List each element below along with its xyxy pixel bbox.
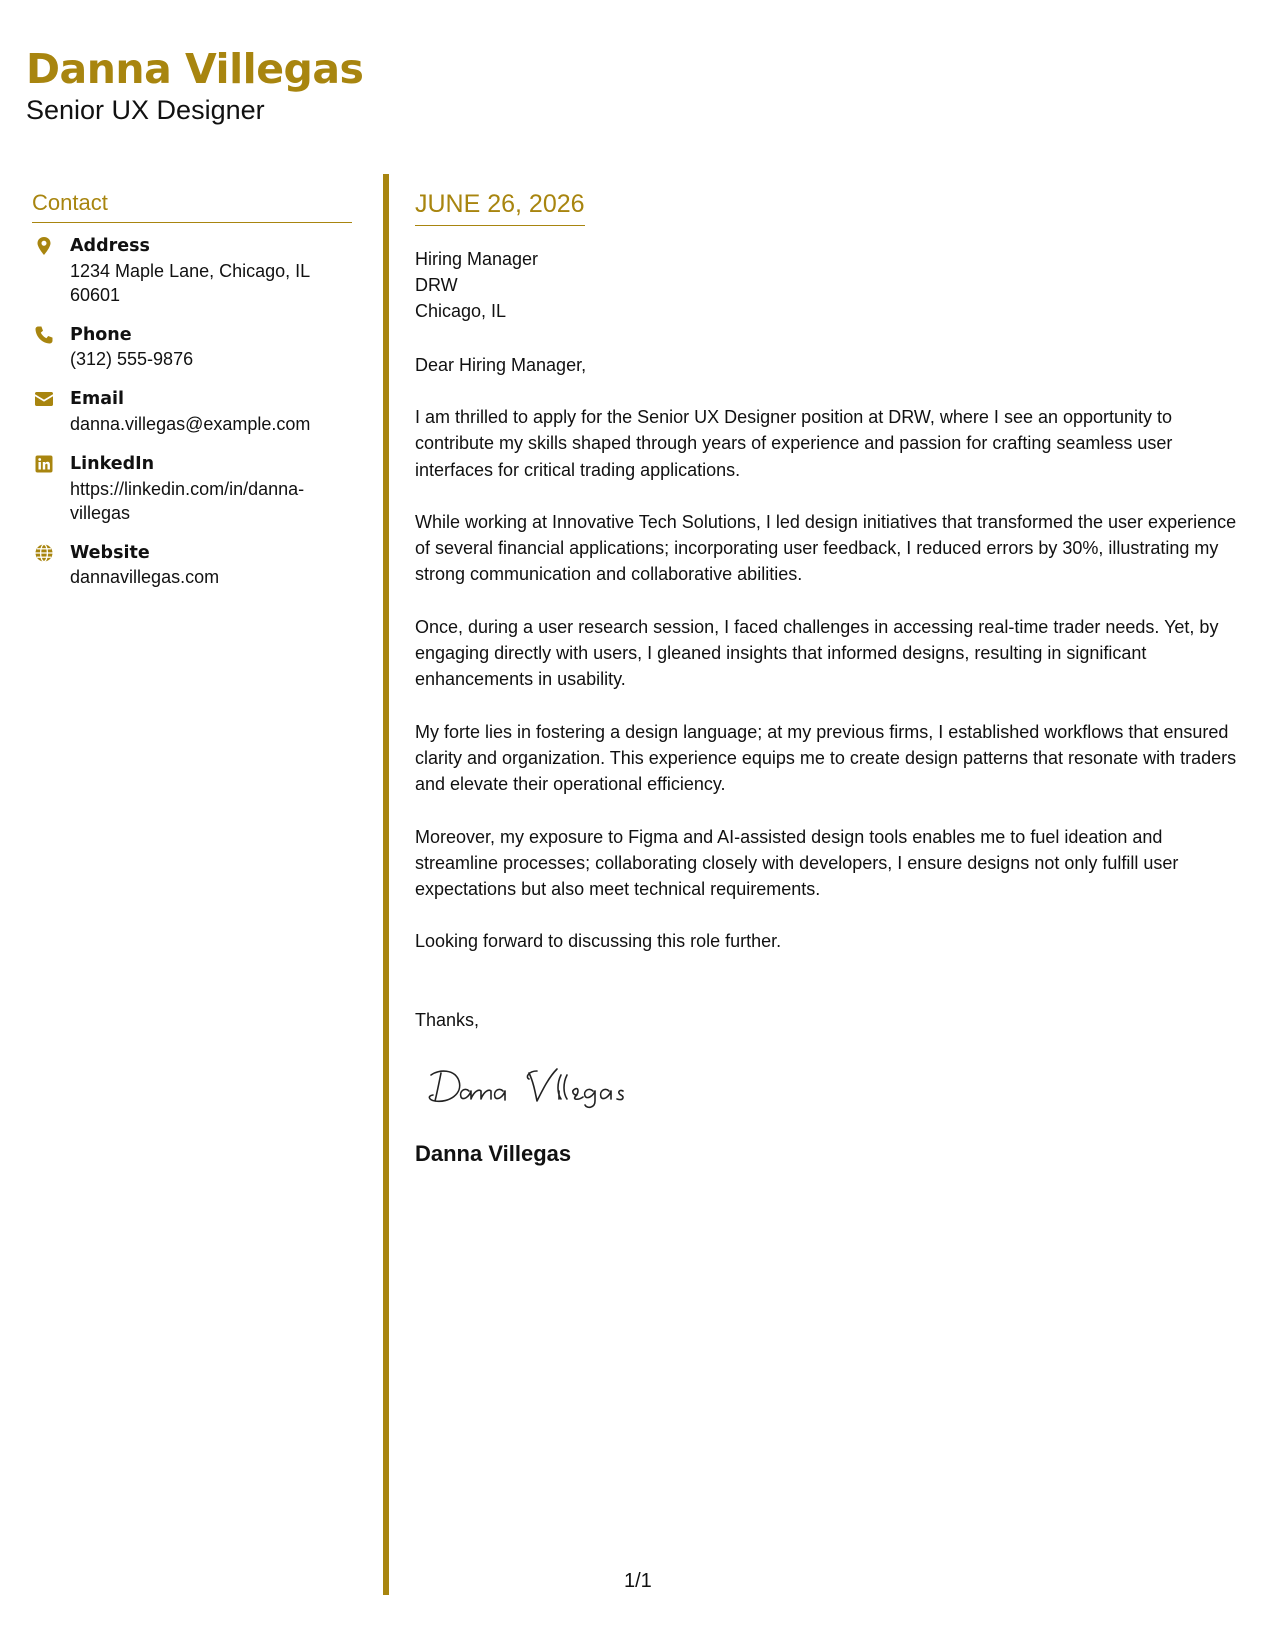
contact-value[interactable]: https://linkedin.com/in/danna-villegas	[70, 478, 305, 523]
signed-name: Danna Villegas	[415, 1140, 572, 1166]
recipient-block	[415, 246, 1250, 324]
body-paragraph: I am thrilled to apply for the Senior UX Designer position at DRW, where I see an opportunity to contribute my skills shaped through years of experience and passion for crafting seamless user interfaces for critical trading applications.	[415, 407, 1173, 480]
envelope-icon	[34, 389, 54, 409]
body-paragraph: My forte lies in fostering a design language; at my previous firms, I established workflows that ensured clarity and organization. This experience equips me to create design patterns that resonate with traders and elevate their operational efficiency.	[415, 721, 1237, 795]
signature-drawing	[425, 1061, 665, 1111]
map-pin-icon	[34, 236, 54, 256]
contact-label: Email	[70, 389, 124, 410]
recipient-location: Chicago, IL	[415, 301, 507, 321]
handwritten-signature	[425, 1061, 1250, 1111]
contact-address	[32, 235, 352, 307]
body-paragraph: Once, during a user research session, I faced challenges in accessing real-time trader needs. Yet, by engaging directly with users, I gleaned insights that informed designs, resulting in significant enhancements in usability.	[415, 616, 1219, 690]
header	[26, 46, 363, 126]
body-paragraph: While working at Innovative Tech Solutions, I led design initiatives that transformed the user experience of several financial applications; incorporating user feedback, I reduced errors by 30%, illustrating my strong communication and collaborative abilities.	[415, 511, 1237, 585]
contact-website	[32, 542, 352, 590]
letter-date: JUNE 26, 2026	[415, 190, 585, 226]
closing: Thanks,	[415, 1009, 480, 1030]
contact-label: Address	[70, 236, 150, 256]
contact-sidebar	[32, 190, 352, 606]
letter-body	[415, 190, 1250, 1167]
contact-value[interactable]: dannavillegas.com	[70, 567, 220, 588]
contact-heading: Contact	[32, 190, 352, 223]
phone-icon	[34, 325, 54, 345]
linkedin-icon	[34, 454, 54, 474]
contact-value: 1234 Maple Lane, Chicago, IL 60601	[70, 260, 310, 305]
contact-label: Website	[70, 542, 150, 563]
recipient-name: Hiring Manager	[415, 249, 539, 269]
contact-email	[32, 388, 352, 436]
contact-value: (312) 555-9876	[70, 349, 194, 370]
body-paragraph: Moreover, my exposure to Figma and AI-assisted design tools enables me to fuel ideation and streamline processes; collaborating closely with developers, I ensure designs not only fulfill user expectations but also meet technical requirements.	[415, 826, 1179, 900]
contact-phone	[32, 324, 352, 372]
globe-icon	[34, 543, 54, 563]
body-paragraph: Looking forward to discussing this role further.	[415, 931, 782, 952]
recipient-company: DRW	[415, 275, 458, 295]
applicant-title: Senior UX Designer	[26, 95, 265, 126]
contact-linkedin	[32, 453, 352, 525]
contact-value[interactable]: danna.villegas@example.com	[70, 413, 311, 434]
applicant-name: Danna Villegas	[26, 45, 364, 93]
page-number: 1/1	[624, 1570, 652, 1592]
column-divider	[383, 174, 389, 1595]
greeting: Dear Hiring Manager,	[415, 355, 587, 375]
contact-label: Phone	[70, 324, 132, 345]
contact-label: LinkedIn	[70, 453, 155, 474]
